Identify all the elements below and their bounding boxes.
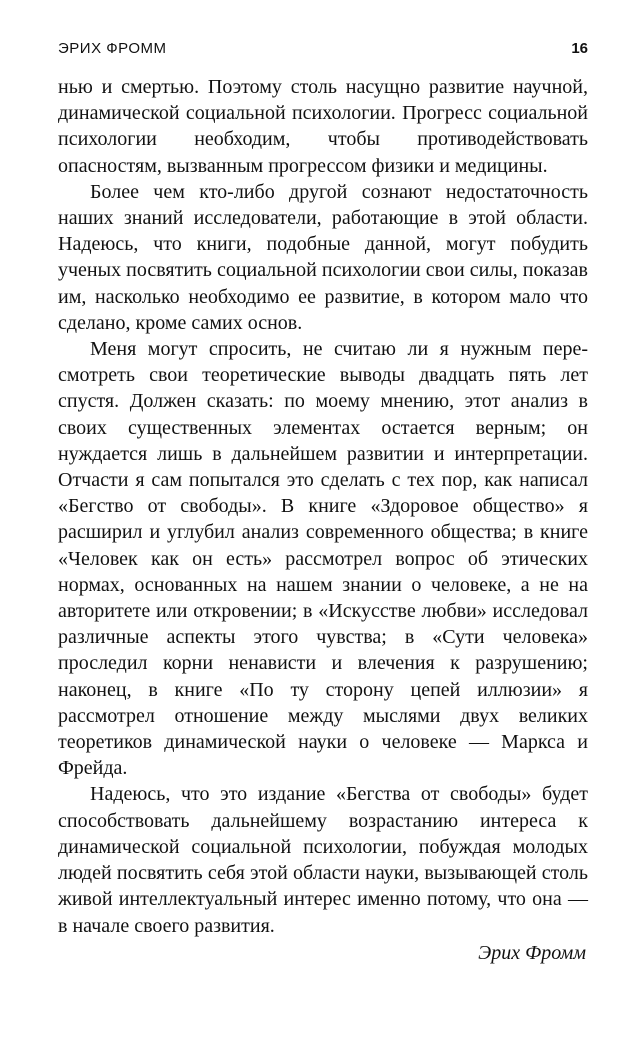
page-number: 16	[571, 40, 588, 57]
paragraph-3: Меня могут спросить, не считаю ли я нужным пересмотреть свои теоретические выводы двадцать пять лет спустя. Должен сказать: по моему мнению, этот анализ в своих существенных элементах остается верным; он нуждается лишь в дальнейшем развитии и интерпретации. Отчасти я сам попытался это сделать с тех пор, как написал «Бегство от свободы». В книге «Здоровое общество» я расширил и углубил анализ современного общества; в книге «Человек как он есть» рассмотрел вопрос об этических нормах, основанных на нашем знании о человеке, а не на авторитете или откровении; в «Искусстве любви» исследовал различные аспекты этого чувства; в «Сути человека» проследил корни ненависти и влечения к разрушению; наконец, в книге «По ту сторону цепей иллюзии» я рассмотрел отношение между мыслями двух великих теоретиков динамической науки о человеке — Маркса и Фрейда.	[58, 338, 588, 780]
author-signature: Эрих Фромм	[478, 941, 586, 964]
running-header	[58, 40, 588, 66]
paragraph-2: Более чем кто-либо другой сознают недостаточность наших знаний исследователи, работающие в этой области. Надеюсь, что книги, подобные данной, могут побудить ученых посвятить социальной психологии свои силы, показав им, насколько необходимо ее развитие, в котором мало что сделано, кроме самих основ.	[58, 180, 588, 334]
paragraph-1: нью и смертью. Поэтому столь насущно развитие научной, динамической социальной психологии. Прогресс социальной психологии необходим, чтобы противодействовать опасностям, вызванным прогрессом физики и медицины.	[58, 76, 588, 177]
book-page	[58, 40, 588, 965]
running-title: ЭРИХ ФРОММ	[58, 40, 167, 57]
body-text	[58, 74, 588, 939]
paragraph-4: Надеюсь, что это издание «Бегства от свободы» будет способствовать дальнейшему возрастанию интереса к динамической социальной психологии, побуждая молодых людей посвятить себя этой области науки, вызывающей столь живой интеллектуальный интерес именно потому, что она — в начале своего развития.	[58, 783, 588, 937]
